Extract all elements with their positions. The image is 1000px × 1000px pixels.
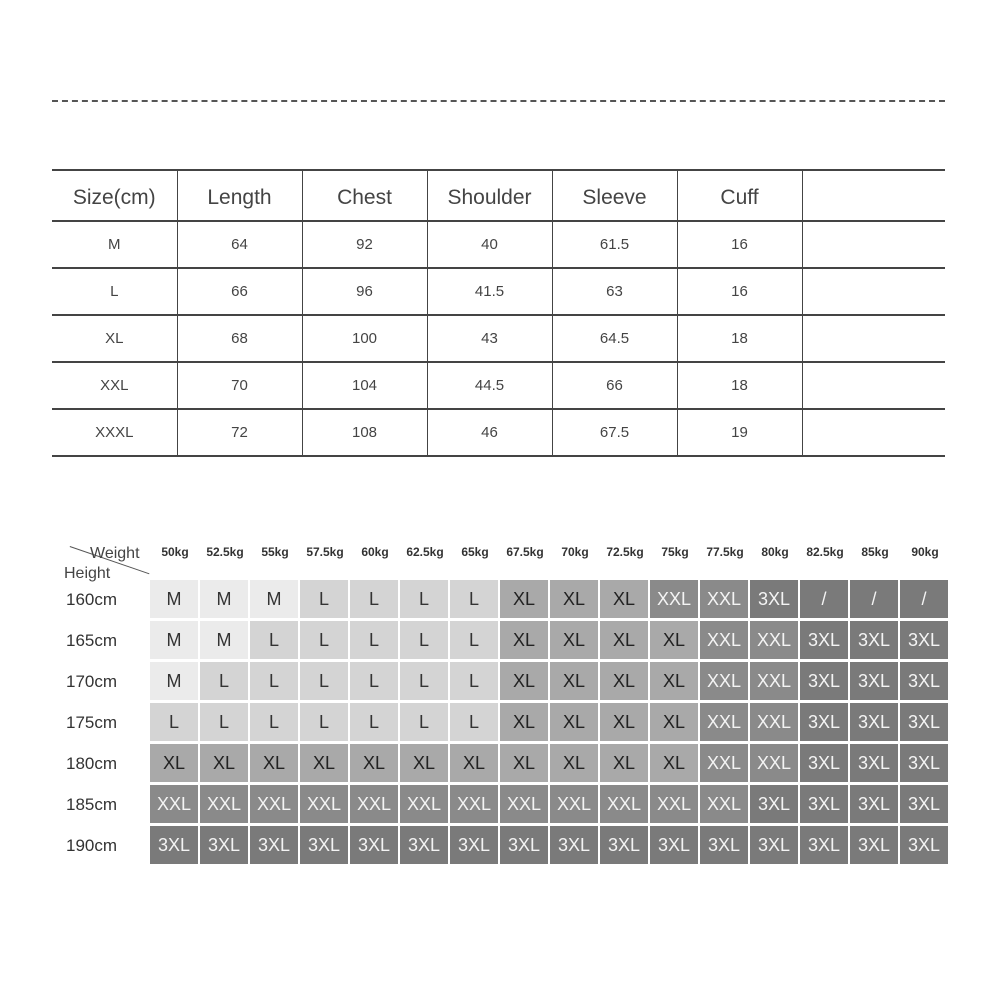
grid-cell: L xyxy=(250,703,298,741)
grid-cell: XL xyxy=(550,580,598,618)
grid-cell: XL xyxy=(500,662,548,700)
grid-cell: 3XL xyxy=(650,826,698,864)
grid-cell: XXL xyxy=(600,785,648,823)
cell-size: XL xyxy=(52,315,177,362)
height-label: 170cm xyxy=(66,672,118,691)
grid-cell: L xyxy=(250,621,298,659)
height-label: 175cm xyxy=(66,713,118,732)
grid-cell: XL xyxy=(600,703,648,741)
grid-cell: L xyxy=(400,662,448,700)
grid-cell: XL xyxy=(650,621,698,659)
grid-cell: M xyxy=(200,580,248,618)
grid-cell: L xyxy=(300,703,348,741)
grid-cell: XL xyxy=(450,744,498,782)
weight-label: 72.5kg xyxy=(606,545,644,559)
grid-cell: XXL xyxy=(500,785,548,823)
grid-cell: 3XL xyxy=(900,744,948,782)
cell-length: 64 xyxy=(177,221,302,268)
cell-shoulder: 41.5 xyxy=(427,268,552,315)
cell-shoulder: 43 xyxy=(427,315,552,362)
grid-cell: L xyxy=(300,621,348,659)
grid-cell: 3XL xyxy=(500,826,548,864)
grid-cell: 3XL xyxy=(900,703,948,741)
cell-chest: 96 xyxy=(302,268,427,315)
cell-size: L xyxy=(52,268,177,315)
grid-cell: XL xyxy=(650,662,698,700)
weight-label: 67.5kg xyxy=(506,545,544,559)
weight-label: 55kg xyxy=(261,545,289,559)
grid-cell: XXL xyxy=(200,785,248,823)
cell-size: XXXL xyxy=(52,409,177,456)
weight-label: 82.5kg xyxy=(806,545,844,559)
grid-cell: L xyxy=(400,703,448,741)
grid-cell: XL xyxy=(550,744,598,782)
height-label: 180cm xyxy=(66,754,118,773)
grid-cell: 3XL xyxy=(250,826,298,864)
grid-cell: XXL xyxy=(450,785,498,823)
header-length: Length xyxy=(177,170,302,221)
grid-cell: L xyxy=(350,621,398,659)
grid-cell: XXL xyxy=(750,621,798,659)
grid-cell: XXL xyxy=(650,580,698,618)
header-size: Size(cm) xyxy=(52,170,177,221)
header-shoulder: Shoulder xyxy=(427,170,552,221)
table-row xyxy=(52,315,945,362)
cell-cuff: 18 xyxy=(677,315,802,362)
weight-label: 85kg xyxy=(861,545,889,559)
grid-cell: XL xyxy=(150,744,198,782)
grid-cell: XL xyxy=(500,703,548,741)
grid-cell: L xyxy=(400,621,448,659)
cell-size: XXL xyxy=(52,362,177,409)
grid-cell: L xyxy=(350,662,398,700)
grid-cell: 3XL xyxy=(800,662,848,700)
grid-cell: 3XL xyxy=(850,662,898,700)
size-chart-table xyxy=(52,169,945,457)
grid-cell: / xyxy=(900,580,948,618)
grid-cell: 3XL xyxy=(200,826,248,864)
cell-chest: 108 xyxy=(302,409,427,456)
grid-cell: 3XL xyxy=(700,826,748,864)
grid-cell: XL xyxy=(600,662,648,700)
table-row xyxy=(52,268,945,315)
weight-label: 62.5kg xyxy=(406,545,444,559)
grid-cell: 3XL xyxy=(800,744,848,782)
grid-cell: L xyxy=(250,662,298,700)
grid-cell: XXL xyxy=(650,785,698,823)
height-label: 160cm xyxy=(66,590,118,609)
cell-cuff: 18 xyxy=(677,362,802,409)
corner-height-label: Height xyxy=(64,565,111,582)
cell-length: 72 xyxy=(177,409,302,456)
cell-cuff: 19 xyxy=(677,409,802,456)
grid-cell: XXL xyxy=(700,744,748,782)
grid-cell: 3XL xyxy=(800,621,848,659)
grid-cell: 3XL xyxy=(850,703,898,741)
grid-cell: L xyxy=(350,580,398,618)
cell-cuff: 16 xyxy=(677,268,802,315)
weight-label: 70kg xyxy=(561,545,589,559)
cell-blank xyxy=(802,362,945,409)
grid-cell: XL xyxy=(600,744,648,782)
weight-label: 60kg xyxy=(361,545,389,559)
cell-blank xyxy=(802,315,945,362)
grid-cell: XL xyxy=(550,662,598,700)
cell-blank xyxy=(802,221,945,268)
grid-cell: M xyxy=(150,621,198,659)
table-row xyxy=(52,221,945,268)
height-label: 190cm xyxy=(66,836,118,855)
grid-cell: 3XL xyxy=(350,826,398,864)
weight-label: 77.5kg xyxy=(706,545,744,559)
grid-cell: XL xyxy=(600,580,648,618)
grid-cell: XL xyxy=(600,621,648,659)
table-row xyxy=(52,362,945,409)
cell-chest: 92 xyxy=(302,221,427,268)
grid-cell: XXL xyxy=(750,703,798,741)
grid-cell: M xyxy=(150,580,198,618)
grid-cell: 3XL xyxy=(800,785,848,823)
grid-cell: XXL xyxy=(300,785,348,823)
grid-cell: 3XL xyxy=(550,826,598,864)
grid-cell: 3XL xyxy=(750,785,798,823)
grid-cell: XL xyxy=(250,744,298,782)
grid-cell: 3XL xyxy=(900,621,948,659)
grid-cell: 3XL xyxy=(850,744,898,782)
grid-cell: L xyxy=(450,703,498,741)
height-label: 185cm xyxy=(66,795,118,814)
cell-sleeve: 61.5 xyxy=(552,221,677,268)
grid-cell: XXL xyxy=(700,785,748,823)
grid-cell: XL xyxy=(500,621,548,659)
cell-blank xyxy=(802,268,945,315)
weight-label: 65kg xyxy=(461,545,489,559)
grid-cell: L xyxy=(450,662,498,700)
grid-cell: XL xyxy=(650,703,698,741)
grid-cell: XL xyxy=(550,703,598,741)
grid-cell: 3XL xyxy=(900,785,948,823)
header-chest: Chest xyxy=(302,170,427,221)
grid-cell: 3XL xyxy=(750,580,798,618)
weight-label: 80kg xyxy=(761,545,789,559)
grid-cell: XXL xyxy=(750,662,798,700)
grid-cell: L xyxy=(400,580,448,618)
corner-weight-label: Weight xyxy=(90,545,140,562)
grid-cell: XXL xyxy=(700,621,748,659)
grid-cell: XXL xyxy=(350,785,398,823)
cell-chest: 104 xyxy=(302,362,427,409)
grid-cell: XL xyxy=(500,580,548,618)
header-cuff: Cuff xyxy=(677,170,802,221)
grid-cell: XXL xyxy=(550,785,598,823)
weight-label: 90kg xyxy=(911,545,939,559)
header-sleeve: Sleeve xyxy=(552,170,677,221)
cell-length: 68 xyxy=(177,315,302,362)
dashed-divider xyxy=(52,100,945,102)
cell-shoulder: 40 xyxy=(427,221,552,268)
cell-shoulder: 44.5 xyxy=(427,362,552,409)
grid-cell: 3XL xyxy=(300,826,348,864)
cell-length: 66 xyxy=(177,268,302,315)
grid-cell: 3XL xyxy=(600,826,648,864)
grid-cell: XXL xyxy=(700,703,748,741)
cell-sleeve: 67.5 xyxy=(552,409,677,456)
table-row xyxy=(52,409,945,456)
weight-label: 50kg xyxy=(161,545,189,559)
weight-label: 52.5kg xyxy=(206,545,244,559)
grid-cell: L xyxy=(200,703,248,741)
grid-cell: 3XL xyxy=(900,826,948,864)
grid-cell: 3XL xyxy=(750,826,798,864)
height-label: 165cm xyxy=(66,631,118,650)
header-blank xyxy=(802,170,945,221)
grid-cell: / xyxy=(800,580,848,618)
grid-cell: L xyxy=(300,580,348,618)
grid-cell: XXL xyxy=(150,785,198,823)
grid-cell: XXL xyxy=(700,580,748,618)
grid-cell: M xyxy=(150,662,198,700)
cell-cuff: 16 xyxy=(677,221,802,268)
grid-cell: XL xyxy=(350,744,398,782)
grid-cell: / xyxy=(850,580,898,618)
weight-header-row xyxy=(150,545,950,567)
size-table-header-row xyxy=(52,170,945,221)
cell-size: M xyxy=(52,221,177,268)
grid-cell: 3XL xyxy=(850,785,898,823)
cell-length: 70 xyxy=(177,362,302,409)
cell-blank xyxy=(802,409,945,456)
grid-cell: M xyxy=(200,621,248,659)
grid-cell: L xyxy=(450,621,498,659)
grid-cell: XL xyxy=(550,621,598,659)
grid-cell: XL xyxy=(400,744,448,782)
grid-cell: 3XL xyxy=(850,621,898,659)
grid-cell: 3XL xyxy=(450,826,498,864)
grid-cell: 3XL xyxy=(800,826,848,864)
grid-cell: L xyxy=(200,662,248,700)
grid-cell: L xyxy=(450,580,498,618)
grid-cell: 3XL xyxy=(800,703,848,741)
grid-cell: 3XL xyxy=(400,826,448,864)
grid-cell: XL xyxy=(650,744,698,782)
grid-cell: L xyxy=(350,703,398,741)
grid-cell: 3XL xyxy=(150,826,198,864)
grid-cell: M xyxy=(250,580,298,618)
grid-cell: XXL xyxy=(700,662,748,700)
grid-cell: XL xyxy=(500,744,548,782)
grid-cell: XXL xyxy=(250,785,298,823)
grid-cell: XL xyxy=(200,744,248,782)
grid-cell: XL xyxy=(300,744,348,782)
cell-sleeve: 63 xyxy=(552,268,677,315)
grid-cell: XXL xyxy=(750,744,798,782)
grid-cell: 3XL xyxy=(850,826,898,864)
grid-cell: 3XL xyxy=(900,662,948,700)
cell-shoulder: 46 xyxy=(427,409,552,456)
cell-sleeve: 64.5 xyxy=(552,315,677,362)
grid-cell: L xyxy=(300,662,348,700)
weight-label: 75kg xyxy=(661,545,689,559)
grid-cell: L xyxy=(150,703,198,741)
grid-cell: XXL xyxy=(400,785,448,823)
cell-sleeve: 66 xyxy=(552,362,677,409)
cell-chest: 100 xyxy=(302,315,427,362)
weight-label: 57.5kg xyxy=(306,545,344,559)
